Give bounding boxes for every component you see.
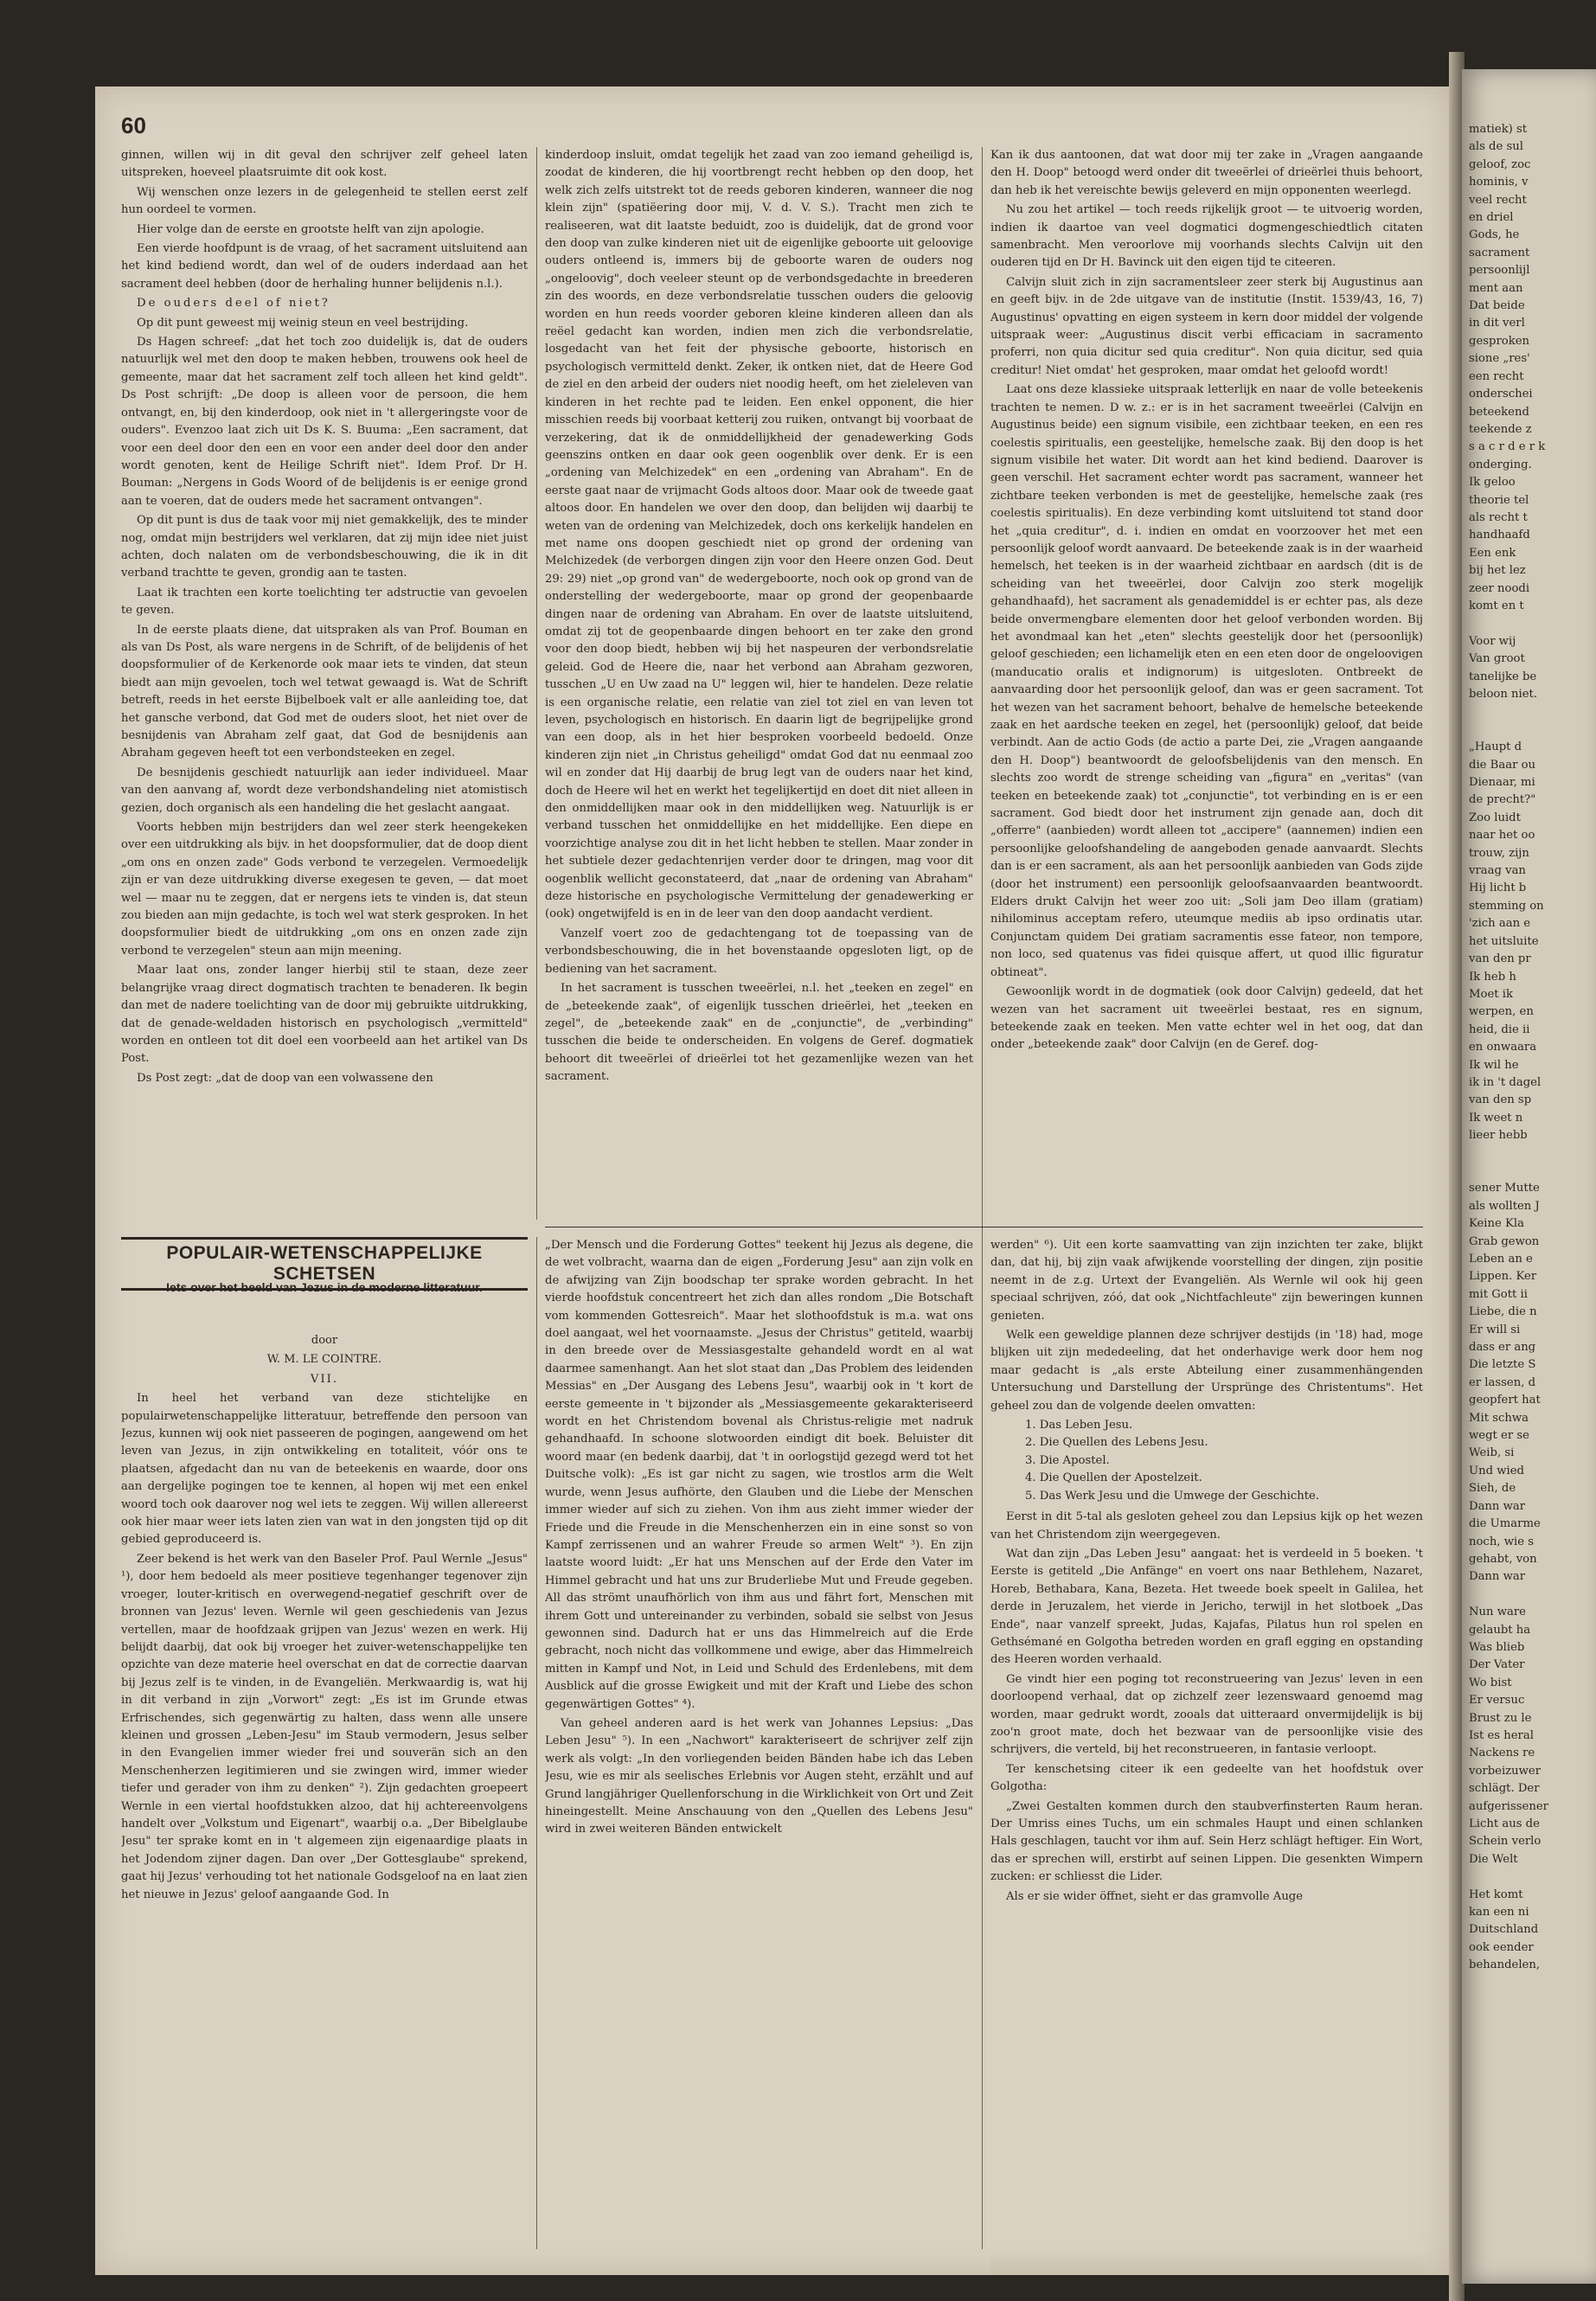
adjacent-page-line: sener Mutte <box>1469 1182 1540 1195</box>
adjacent-page-line: behandelen, <box>1469 1958 1541 1972</box>
adjacent-page-line: kan een ni <box>1469 1906 1529 1920</box>
list-item: 4. Die Quellen der Apostelzeit. <box>1025 1471 1202 1485</box>
adjacent-page-line: Die letzte S <box>1469 1358 1536 1372</box>
adjacent-page-line: gesproken <box>1469 334 1529 348</box>
adjacent-page-line <box>1469 1163 1592 1180</box>
adjacent-page-line: theorie tel <box>1469 493 1529 507</box>
adjacent-page-line: Duitschland <box>1469 1923 1539 1937</box>
adjacent-page-line: gelaubt ha <box>1469 1623 1531 1637</box>
paragraph: Op dit punt is dus de taak voor mij niet gemakkelijk, des te minder nog, omdat mijn bestrijders wel verklaren, dat zij mijn idee niet juist achten, doch nalaten om de verbondsbeschouwing, die ik in dit verband trachtte te geven, grondig aan te tasten. <box>121 514 528 580</box>
adjacent-page-line: Lippen. Ker <box>1469 1270 1537 1284</box>
adjacent-page-line: stemming on <box>1469 899 1544 913</box>
adjacent-page-line: Dann war <box>1469 1499 1526 1513</box>
adjacent-page-line: „Haupt d <box>1469 740 1522 754</box>
adjacent-page-line: Wo bist <box>1469 1676 1512 1689</box>
adjacent-page-line: vorbeizuwer <box>1469 1764 1541 1778</box>
adjacent-page-line: Moet ik <box>1469 987 1513 1001</box>
adjacent-page-line: Liebe, die n <box>1469 1305 1537 1319</box>
adjacent-page-line: Was blieb <box>1469 1640 1525 1654</box>
paragraph: „Der Mensch und die Forderung Gottes" teekent hij Jezus als degene, die de wet volbracht, waarna dan de eigen „Forderung Jesu" aan zijn volk en de afwijzing van Zijn boodschap ter sprake worden gebracht. In het vierde hoofdstuk concentreert het zich dan alles rondom „Die Botschaft vom kommenden Gottesreich". Maar het slothoofdstuk is m.a. wat ons doel aangaat, wel het voornaamste. „Jesus der Christus" getiteld, waarbij in den breede over de Messiasgestalte gehandeld wordt en al wat daarmee samenhangt. Aan het slot staat dan „Das Problem des leidenden Messias" en „Der Ausgang des Lebens Jesu", waarbij ook in 't kort de eerste gemeente in 't bijzonder als „Messiasgemeente gekarakteriseerd wordt en het Christendom bovenal als Christus-religie met nadruk gehandhaafd. In schoone slotwoorden eindigt dit boek. Beluister dit woord maar (en bedenk daarbij, dat 't in oorlogstijd gezegd werd tot het Duitsche volk): „Es ist gar nicht zu sagen, wie trostlos arm die Welt wurde, wenn Jesus aufhörte, den Glauben und die Liebe der Menschen immer wieder auf sich zu ziehen. Von ihm aus zieht immer wieder der Friede und die Freude in die Menschenherzen ein in eine sonst so von Kampf zerrissenen und an wahrer Freude so armen Welt" ³). En zijn laatste woord luidt: „Er hat uns Menschen auf der Erde den Vater im Himmel gebracht und hat uns zur Bruderliebe Mut und Freude gegeben. All das strömt unaufhörlich von ihm aus und fährt fort, Menschen mit ihrem Gott und untereinander zu verbinden, sobald sie selbst von Jesus gewonnen sind. Dadurch hat er uns das Himmelreich auf die Erde gebracht, noch nicht das vollkommene und ewige, aber das Himmelreich mitten in Kampf und Not, in Leid und Schuld des Erdenlebens, mit dem Ausblick auf die grosse Ewigkeit und mit der Kraft und Liebe des schon gegenwärtigen Gottes" ⁴). <box>545 1239 973 1711</box>
adjacent-page-line: s a c r d e r k <box>1469 440 1546 454</box>
adjacent-page-line: Und wied <box>1469 1464 1524 1477</box>
adjacent-page-line: Er will si <box>1469 1323 1521 1336</box>
adjacent-page-line: gehabt, von <box>1469 1552 1537 1566</box>
article-column-5 <box>545 1237 973 2249</box>
adjacent-page-line: er lassen, d <box>1469 1375 1536 1389</box>
adjacent-page-line: Die Welt <box>1469 1852 1518 1866</box>
paragraph: Op dit punt geweest mij weinig steun en veel bestrijding. <box>137 316 469 330</box>
adjacent-page-line <box>1469 1145 1592 1163</box>
adjacent-page-line: dass er ang <box>1469 1341 1536 1355</box>
adjacent-page-line: tanelijke be <box>1469 670 1537 683</box>
part-numeral: VII. <box>310 1372 339 1386</box>
adjacent-page-line: wegt er se <box>1469 1429 1529 1443</box>
adjacent-page-line: Mit schwa <box>1469 1411 1529 1425</box>
adjacent-page-line: schlägt. Der <box>1469 1782 1540 1796</box>
column-rule <box>536 1237 537 2249</box>
adjacent-page-line: beloon niet. <box>1469 688 1538 701</box>
article-column-3 <box>990 147 1423 1220</box>
list-item: 1. Das Leben Jesu. <box>1025 1419 1133 1433</box>
paragraph: Vanzelf voert zoo de gedachtengang tot de toepassing van de verbondsbeschouwing, die in het bovenstaande opgesloten ligt, op de bediening van het sacrament. <box>545 926 973 976</box>
section-title: POPULAIR-WETENSCHAPPELIJKE SCHETSEN <box>121 1237 528 1291</box>
paragraph: Zeer bekend is het werk van den Baseler Prof. Paul Wernle „Jesus" ¹), door hem bedoeld als meer positieve tegenhanger tegenover zijn vroeger, louter-kritisch en overwegend-negatief geschrift over de bronnen van Jezus' leven. Wernle wil geen geschiedenis van Jezus vertellen, maar de hoofdzaak grijpen van Jezus' wezen en werk. Hij belijdt daarbij, dat ook bij vroeger het zuiver-wetenschappelijke ten opzichte van deze materie heel overschat en dat de correctie daarvan bij Jezus zelf is te vinden, in de Evangeliën. Merkwaardig is, wat hij in dit verband in zijn „Vorwort" zegt: „Es ist im Grunde etwas Erfrischendes, sich gegenwärtig zu halten, dass wenn alle unsere kleinen und grossen „Leben-Jesu" im Staub vermodern, Jesus selber in den Evangelien immer wieder frei und souverän sich an den Menschenherzen legitimieren und sie zwingen wird, immer wieder tiefer und gerader von ihm zu denken" ²). Zijn gedachten groepeert Wernle in een viertal hoofdstukken alzoo, dat hij achtereenvolgens handelt over „Volkstum und Eigenart", waarbij o.a. „Der Bibelglaube Jesu" ter sprake komt en in 't algemeen zijn eigenaardige plaats in het Jodendom zijner dagen. Dan over „Der Gottesglaube" sprekend, gaat hij Jezus' verhouding tot het nationale Godsgeloof na en laat zien het nieuwe in Jezus' geloof aangaande God. In <box>121 1552 528 1901</box>
column-rule <box>536 147 537 1220</box>
paragraph: De besnijdenis geschiedt natuurlijk aan ieder individueel. Maar van den aanvang af, wordt deze verbondshandeling niet atomistisch gezien, doch organisch als een handeling die het geslacht aangaat. <box>121 766 528 815</box>
paragraph: Ter kenschetsing citeer ik een gedeelte van het hoofdstuk over Golgotha: <box>990 1762 1423 1794</box>
article-column-2 <box>545 147 973 1220</box>
newspaper-page <box>95 87 1449 2275</box>
adjacent-page-line: ook eender <box>1469 1940 1534 1954</box>
adjacent-page-line: veel recht <box>1469 193 1527 207</box>
adjacent-page-line: Van groot <box>1469 652 1525 666</box>
adjacent-page-line: persoonlijl <box>1469 264 1530 278</box>
paragraph: Laat ons deze klassieke uitspraak letterlijk en naar de volle beteekenis trachten te nemen. D w. z.: er is in het sacrament tweeërlei (Calvijn en Augustinus beide) een signum visibile, een zichtbaar teeken, en een res coelestis spiritualis, een geestelijke, hemelsche zaak. Bij den doop is het signum visibile het water. Dit wordt aan het kind bediend. Daarover is geen verschil. Het sacrament echter wordt pas sacrament, wanneer het zichtbare teeken verbonden is met de geestelijke, hemelsche zaak (res coelestis spiritualis). En deze verbinding komt uitsluitend tot stand door het „quia creditur", d. i. indien en omdat en voorzoover het met een persoonlijk geloof wordt aanvaard. De beteekende zaak is in der waarheid hemelsch, het teeken is in der waarheid zichtbaar en aardsch (dit is de scheiding van het tweeërlei, door Calvijn zoo sterk mogelijk gehandhaafd), het sacrament als genademiddel is er echter pas, als deze beide onvermengbare elementen door het geloof verbonden worden. Bij het avondmaal kan het „eten" slechts geestelijk door het (persoonlijk) geloof geschieden; een lichamelijk eten en een eten door de ongeloovigen (manducatio oralis et indignorum) is uitgesloten. Ontbreekt de aanvaarding door het persoonlijk geloof, dan was er geen sacrament. Tot het wezen van het sacrament behoort, behalve de hemelsche beteekende zaak en het aardsche teeken en zegel, het (persoonlijk) geloof, dat beide verbindt. Aan de actio Gods (de actio a parte Dei, zie „Vragen aangaande den H. Doop") beantwoordt de geloofsbelijdenis van den mensch. En slechts zoo wordt de strenge scheiding van „figura" en „veritas" (van teeken en beteekende zaak) tot „conjunctie", tot verbinding en is er een sacrament. God biedt door het instrument zijn genade aan, doch dit „offerre" (aanbieden) wordt alleen tot „accipere" (aannemen) indien een persoonlijke geloofshandeling de aangeboden genade aanvaardt. Slechts dan is er een sacrament, als aan het persoonlijk aanbieden van Gods zijde (door het instrument) een persoonlijk geloofsaanvaarden beantwoordt. Elders drukt Calvijn het weer zoo uit: „Soli jam Deo illam (gratiam) nihilominus acceptam refero, uteumque mediis ab ipso ordinatis utar. Conjunctam quidem Dei gratiam sacramentis esse fateor, non tempore, non loco, sed quatenus vas fidei quisque affert, ut quod illic figuratur obtineat". <box>990 383 1423 979</box>
volume-list <box>1025 1417 1423 1505</box>
adjacent-page-line: die Baar ou <box>1469 758 1536 772</box>
article-column-6 <box>990 1237 1423 2249</box>
paragraph: ginnen, willen wij in dit geval den schrijver zelf geheel laten uitspreken, hoeveel plaatsruimte dit ook kost. <box>121 149 528 180</box>
adjacent-page-line: Dann war <box>1469 1570 1526 1584</box>
adjacent-page-line: die Umarme <box>1469 1517 1541 1531</box>
byline-door: door <box>311 1334 338 1347</box>
adjacent-page-line: sione „res' <box>1469 352 1530 366</box>
adjacent-page-line: Weib, si <box>1469 1446 1515 1460</box>
adjacent-page-line: Sieh, de <box>1469 1482 1516 1496</box>
adjacent-page-line: Ik heb h <box>1469 970 1516 984</box>
adjacent-page-line: als recht t <box>1469 510 1528 524</box>
adjacent-page-line: Hij licht b <box>1469 881 1527 895</box>
adjacent-page-line <box>1469 703 1592 721</box>
adjacent-page-line: geloof, zoc <box>1469 157 1531 171</box>
adjacent-page-line: Nackens re <box>1469 1747 1535 1760</box>
adjacent-page-line: in dit verl <box>1469 317 1525 330</box>
paragraph: Calvijn sluit zich in zijn sacramentsleer zeer sterk bij Augustinus aan en geeft bijv. in de 2de uitgave van de institutie (Instit. 1539/43, 16, 7) Augustinus' opvatting en eigen systeem in kern door middel der volgende uitspraak weer: „Augustinus discit verbi efficaciam in sacramento proferri, non quia dicitur sed quia creditur". Non quia dicitur, sed quia creditur! Niet omdat' het gesproken, maar omdat het geloofd wordt! <box>990 275 1423 377</box>
adjacent-page-line: onderging. <box>1469 458 1532 471</box>
adjacent-page-line: Een enk <box>1469 546 1516 560</box>
adjacent-page-line: Gods, he <box>1469 228 1520 242</box>
adjacent-page-line: komt en t <box>1469 599 1524 612</box>
paragraph: Voorts hebben mijn bestrijders dan wel zeer sterk heengekeken over een uitdrukking als bijv. in het doopsformulier, dat de doop dient „om ons en onzen zade" Gods verbond te verzegelen. Vermoedelijk zijn er van deze uitdrukking diverse exegesen te geven, — dat moet wel — maar nu te zeggen, dat er nergens iets te vinden is, dat steun zou bieden aan mijn gedachte, is toch wel wat sterk gesproken. In het doopsformulier biedt de uitdrukking „om ons en onzen zade zijn verbond te verzegelen" steun aan mijn meening. <box>121 821 528 958</box>
paragraph: In heel het verband van deze stichtelijke en populairwetenschappelijke litteratuur, betreffende den persoon van Jezus, kunnen wij ook niet passeeren de pogingen, aangewend om het leven van Jezus, in zijn ontwikkeling en totaliteit, vóór ons te plaatsen, afgedacht dan nu van de beteekenis en waarde, door ons aan dergelijke pogingen toe te kennen, al hopen wij met een enkel woord toch ook daarover nog wel iets te zeggen. Wij willen allereerst ook hier maar weer iets laten zien van wat in den jongsten tijd op dit gebied geproduceerd is. <box>121 1392 528 1547</box>
adjacent-page-line: Der Vater <box>1469 1658 1525 1672</box>
paragraph: Wij wenschen onze lezers in de gelegenheid te stellen eerst zelf hun oordeel te vormen. <box>121 185 528 217</box>
adjacent-page-line: Schein verlo <box>1469 1835 1542 1849</box>
adjacent-page-line: vraag van <box>1469 864 1526 878</box>
adjacent-page-line: werpen, en <box>1469 1005 1534 1019</box>
adjacent-page-line: geopfert hat <box>1469 1394 1541 1407</box>
adjacent-page-line: Ik weet n <box>1469 1111 1523 1125</box>
paragraph: Een vierde hoofdpunt is de vraag, of het sacrament uitsluitend aan het kind bediend wordt, dan wel of de ouders inderdaad aan het sacrament deel hebben (door de herhaling hunner belijdenis n.l.). <box>121 242 528 291</box>
adjacent-page-line: naar het oo <box>1469 829 1535 843</box>
adjacent-page-line: Brust zu le <box>1469 1711 1532 1725</box>
adjacent-page-line: heid, die ii <box>1469 1022 1530 1036</box>
adjacent-page-line: zeer noodi <box>1469 581 1530 595</box>
adjacent-page-line: handhaafd <box>1469 529 1530 542</box>
adjacent-page-line: van den pr <box>1469 952 1531 966</box>
article-title: Iets over het beeld van Jezus in de moderne litteratuur. <box>166 1280 483 1294</box>
adjacent-page-line: Er versuc <box>1469 1694 1525 1708</box>
paragraph: Ds Hagen schreef: „dat het toch zoo duidelijk is, dat de ouders natuurlijk wel met den doop te maken hebben, trouwens ook heel de gemeente, maar dat het sacrament zelf toch alleen het kind geldt". Ds Post schrijft: „De doop is alleen voor de persoon, die hem ontvangt, en, bij den kinderdoop, ook niet in 't allergeringste voor de ouders". Evenzoo laat zich uit Ds K. S. Buuma: „Een sacrament, dat voor een deel door den een en voor een ander deel door den ander wordt genoten, kent de Heilige Schrift niet". Idem Prof. Dr H. Bouman: „Nergens in Gods Woord of de belijdenis is er eenige grond aan te voeren, dat de ouders mede het sacrament ontvangen". <box>121 336 528 508</box>
paragraph: Hier volge dan de eerste en grootste helft van zijn apologie. <box>137 222 484 236</box>
adjacent-page-line: Ik wil he <box>1469 1058 1519 1072</box>
adjacent-page-fragment <box>1462 69 1596 2284</box>
adjacent-page-line: Leben an e <box>1469 1253 1533 1266</box>
article-column-4 <box>121 1332 528 2249</box>
list-item: 2. Die Quellen des Lebens Jesu. <box>1025 1436 1208 1450</box>
adjacent-page-line: hominis, v <box>1469 176 1529 189</box>
adjacent-page-line <box>1469 1586 1592 1604</box>
paragraph: „Zwei Gestalten kommen durch den staubverfinsterten Raum heran. Der Umriss eines Tuchs, um ein schmales Haupt und einen schlanken Hals geschlagen, taucht vor ihm auf. Sein Herz schlägt heftiger. Ein Wort, das er sprechen will, erstirbt auf seinen Lippen. Die gesenkten Wimpern zucken: er schliesst die Lider. <box>990 1799 1423 1884</box>
adjacent-page-text <box>1462 121 1592 1975</box>
adjacent-page-line: van den sp <box>1469 1093 1532 1107</box>
adjacent-page-line: Ist es heral <box>1469 1728 1534 1742</box>
adjacent-page-line: Het komt <box>1469 1888 1523 1901</box>
paragraph: Van geheel anderen aard is het werk van Johannes Lepsius: „Das Leben Jesu" ⁵). In een „Nachwort" karakteriseert de schrijver zelf zijn werk als volgt: „In den vorliegenden beiden Bänden habe ich das Leben Jesu, wie es mir als seelisches Erlebnis vor Augen steht, erzählt und auf Grund langjähriger Quellenforschung in die Wirklichkeit von Ort und Zeit hineingestellt. Meine Anschauung von den „Quellen des Lebens Jesu" wird in zwei weiteren Bänden entwickelt <box>545 1716 973 1836</box>
list-item: 5. Das Werk Jesu und die Umwege der Geschichte. <box>1025 1489 1320 1503</box>
paragraph: werden" ⁶). Uit een korte saamvatting van zijn inzichten ter zake, blijkt dan, dat hij, bij zijn vaak afwijkende voorstelling der dingen, zijn positie neemt in de z.g. Urtext der Evangeliën. Als Wernle wil ook hij geen speciaal schrijven, zóó, dat ook „Nichtfachleute" zijn beweringen kunnen genieten. <box>990 1239 1423 1323</box>
paragraph: Eerst in dit 5-tal als gesloten geheel zou dan Lepsius kijk op het wezen van het Christendom zijn weergegeven. <box>990 1510 1423 1541</box>
adjacent-page-line: bij het lez <box>1469 564 1526 578</box>
article-column-1 <box>121 147 528 1220</box>
adjacent-page-line: Licht aus de <box>1469 1817 1540 1830</box>
adjacent-page-line: mit Gott ii <box>1469 1287 1528 1301</box>
paragraph: Nu zou het artikel — toch reeds rijkelijk groot — te uitvoerig worden, indien ik daartoe van veel dogmatici dogmengeschiedtlich citaten samenbracht. Men veroorlove mij voorhands slechts Calvijn uit den ouderen tijd en Dr H. Bavinck uit den eigen tijd te citeeren. <box>990 203 1423 270</box>
adjacent-page-line: en onwaara <box>1469 1041 1537 1054</box>
paragraph: Ds Post zegt: „dat de doop van een volwassene den <box>137 1071 433 1085</box>
adjacent-page-line: Grab gewon <box>1469 1234 1540 1248</box>
paragraph: Gewoonlijk wordt in de dogmatiek (ook door Calvijn) gedeeld, dat het wezen van het sacrament uit tweeërlei bestaat, res en signum, beteekende zaak en teeken. Men vatte echter wel in het oog, dat dan onder „beteekende zaak" door Calvijn (en de Geref. dog- <box>990 985 1423 1052</box>
adjacent-page-line: het uitsluite <box>1469 934 1539 948</box>
adjacent-page-line <box>1469 615 1592 632</box>
adjacent-page-line: Nun ware <box>1469 1606 1526 1619</box>
adjacent-page-line: Dat beide <box>1469 299 1525 313</box>
paragraph: Als er sie wider öffnet, sieht er das gramvolle Auge <box>1006 1889 1304 1903</box>
adjacent-page-line: een recht <box>1469 369 1524 383</box>
paragraph: Laat ik trachten een korte toelichting ter adstructie van gevoelen te geven. <box>121 586 528 618</box>
paragraph: In het sacrament is tusschen tweeërlei, n.l. het „teeken en zegel" en de „beteekende zaak", of eigenlijk tusschen drieërlei, het „teeken en zegel", de „beteekende zaak" en de „conjunctie", de „verbinding" tusschen die beide te onderscheiden. En volgens de Geref. dogmatiek behoort dit tweeërlei of drieërlei tot het gezamenlijke wezen van het sacrament. <box>545 982 973 1084</box>
adjacent-page-line: en driel <box>1469 211 1514 225</box>
column-rule <box>982 147 983 2249</box>
adjacent-page-line: de precht?" <box>1469 793 1536 807</box>
byline-author: W. M. LE COINTRE. <box>266 1353 382 1367</box>
adjacent-page-line: sacrament <box>1469 246 1530 260</box>
paragraph: kinderdoop insluit, omdat tegelijk het zaad van zoo iemand geheiligd is, zoodat de kinderen, die hij voortbrengt recht hebben op den doop, het welk zich zelfs uitstrekt tot de reeds geboren kinderen, wanneer die nog klein zijn" (spatiëering door mij, V. d. V. S.). Tracht men zich te realiseeren, wat dit laatste beduidt, zoo is duidelijk, dat de grond voor den doop van zulke kinderen niet uit de eigenlijke geboorte uit geloovige ouders ontleend is, immers bij de geboorte waren de ouders nog „ongeloovig", doch veeleer steunt op de verbondsgedachte in breederen zin des woords, en deze verbondsrelatie tusschen ouders die geloovig worden en hun reeds voorder geboren kleine kinderen alleen dan als reëel gedacht kan worden, indien men zich die verbondsrelatie, losgedacht van het feit der physische geboorte, historisch en psychologisch vermitteld denkt. Zeker, ik ontken niet, dat de Heere God de ziel en den arbeid der ouders niet noodig heeft, om het zieleleven van kinderen in het rechte pad te leiden. Een enkel opponent, die hier misschien reeds bij voorbaat ketterij zou ruiken, ontvangt bij voorbaat de verzekering, dat ik de onmiddellijkheid der genadewerking Gods geenszins ontken en daar ook geen oogenblik over denk. Er is een „ordening van Melchizedek" en een „ordening van Abraham". En de eerste gaat naar de vrijmacht Gods altoos door. Maar ook de tweede gaat altoos door. En handelen we over den doop, dan belijden wij daarbij te weten van de ordening van Melchizedek, doch ons kerkelijk handelen en met name ons doopen geschiedt niet op grond der ordening van Melchizedek (de verborgen dingen zijn voor den Heere onzen God. Deut 29: 29) niet „op grond van" de wedergeboorte, noch ook op grond van de onderstelling der wedergeboorte, maar op grond der geopenbaarde dingen naar de ordening van Abraham. En over de laatste uitsluitend, omdat zij tot de geopenbaarde dingen behoort en ter zake den grond voor den doop biedt, hebben wij bij het naspeuren der verbondsrelatie geleid. God de Heere die, naar het verbond aan Abraham gezworen, tusschen „U en Uw zaad na U" leggen wil, hier te handelen. Deze relatie is een organische relatie, een relatie van ziel tot ziel en van leven tot leven, psychologisch en historisch. En daarin ligt de begrijpelijke grond van een doop, als in het hier besproken voorbeeld bedoeld. Onze kinderen zijn niet „in Christus geheiligd" omdat God dat nu eenmaal zoo wil en zonder dat Hij daarbij de brug legt van de ouders naar het kind, doch de Heere wil het en werkt het tegelijkertijd en doet dit niet alleen in den onmiddellijken maar ook in den middellijken weg. Natuurlijk is er verband tusschen het onmiddellijke en het middellijke. Een diepe en voorzichtige analyse zou dit in het licht hebben te stellen. Maar zonder in het subtiele dezer gedachtenrijen verder door te dringen, mag voor dit oogenblik wellicht geconstateerd, dat „naar de ordening van Abraham" deze historische en psychologische Vermittelung der genadewerking er (ook) ongetwijfeld is en in de leer van den doop aandacht verdient. <box>545 149 973 921</box>
adjacent-page-line: trouw, zijn <box>1469 846 1529 860</box>
adjacent-page-line: Voor wij <box>1469 634 1516 648</box>
adjacent-page-line: noch, wie s <box>1469 1535 1534 1548</box>
adjacent-page-line: beteekend <box>1469 405 1529 419</box>
adjacent-page-line: aufgerissener <box>1469 1799 1548 1813</box>
adjacent-page-line: Ik geloo <box>1469 476 1516 490</box>
adjacent-page-line: teekende z <box>1469 422 1532 436</box>
page-number: 60 <box>121 112 146 138</box>
adjacent-page-line: Dienaar, mi <box>1469 776 1535 790</box>
adjacent-page-line: ment aan <box>1469 281 1523 295</box>
adjacent-page-line: onderschei <box>1469 388 1533 401</box>
paragraph: Wat dan zijn „Das Leben Jesu" aangaat: het is verdeeld in 5 boeken. 't Eerste is getiteld „Die Anfänge" en voert ons naar Bethlehem, Nazaret, Horeb, Bethabara, Kana, Bezeta. Het tweede boek speelt in Galilea, het derde in Jeruzalem, het vierde in Jericho, terwijl in het slotboek „Das Ende", naar vanzelf spreekt, Judas, Kajafas, Pilatus hun rol spelen en Gethsémané en Golgotha betreden worden en grafl egging en opstanding des Heeren worden verhaald. <box>990 1547 1423 1667</box>
torn-edge <box>990 2249 1423 2275</box>
adjacent-page-line: ik in 't dagel <box>1469 1075 1542 1089</box>
adjacent-page-line: als de sul <box>1469 140 1523 154</box>
adjacent-page-line: Zoo luidt <box>1469 811 1521 824</box>
subheading: De ouders deel of niet? <box>137 297 330 311</box>
paragraph: Ge vindt hier een poging tot reconstrueering van Jezus' leven in een doorloopend verhaal, dat op zichzelf zeer lezenswaard genoemd mag worden, maar gedrukt wordt, zooals dat uitteraard onvermijdelijk is bij zoo'n groot mate, doch het bezwaar van de persoonlijke visie des schrijvers, die verteld, bij het reconstrueeren, in fantasie verloopt. <box>990 1672 1423 1757</box>
adjacent-page-line: 'zich aan e <box>1469 917 1531 931</box>
adjacent-page-line: als wollten J <box>1469 1199 1540 1213</box>
paragraph: Kan ik dus aantoonen, dat wat door mij ter zake in „Vragen aangaande den H. Doop" betoogd werd onder dit tweeërlei of drieërlei thuis behoort, dan heb ik het vereischte bewijs geleverd en mijn opponenten weerlegd. <box>990 149 1423 197</box>
paragraph: Maar laat ons, zonder langer hierbij stil te staan, deze zeer belangrijke vraag direct dogmatisch trachten te benaderen. Ik begin dan met de nadere toelichting van de door mij gebruikte uitdrukking, dat de genade-weldaden historisch en psychologisch „vermitteld" worden en ontleen tot dit doel een voorbeeld aan het artikel van Ds Post. <box>121 964 528 1066</box>
adjacent-page-line: matiek) st <box>1469 123 1528 136</box>
adjacent-page-line: Keine Kla <box>1469 1217 1524 1231</box>
paragraph: Welk een geweldige plannen deze schrijver destijds (in '18) had, moge blijken uit zijn mededeeling, dat het onderhavige werk door hem nog maar gedacht is „als erste Abteilung einer zusammenhängenden Untersuchung und Darstellung der Ursprünge des Christentums". Het geheel zou dan de volgende deelen omvatten: <box>990 1329 1423 1413</box>
adjacent-page-line: lieer hebb <box>1469 1129 1528 1143</box>
list-item: 3. Die Apostel. <box>1025 1453 1110 1467</box>
adjacent-page-line <box>1469 1868 1592 1886</box>
paragraph: In de eerste plaats diene, dat uitspraken als van Prof. Bouman en als van Ds Post, als ware nergens in de Schrift, of de belijdenis of het doopsformulier of de Kerkenorde ook maar iets te vinden, dat steun biedt aan mijn gevoelen, toch wel tetwat gewaagd is. Wat de Schrift betreft, reeds in het eerste Bijbelboek valt er alle aanleiding toe, dat het gansche verbond, dat God met de ouders sloot, het niet over de besnijdenis van Abraham zelf gaat, dat God de besnijdenis aan Abraham gegeven heeft tot een verbondsteeken en zegel. <box>121 623 528 760</box>
adjacent-page-line <box>1469 721 1592 739</box>
